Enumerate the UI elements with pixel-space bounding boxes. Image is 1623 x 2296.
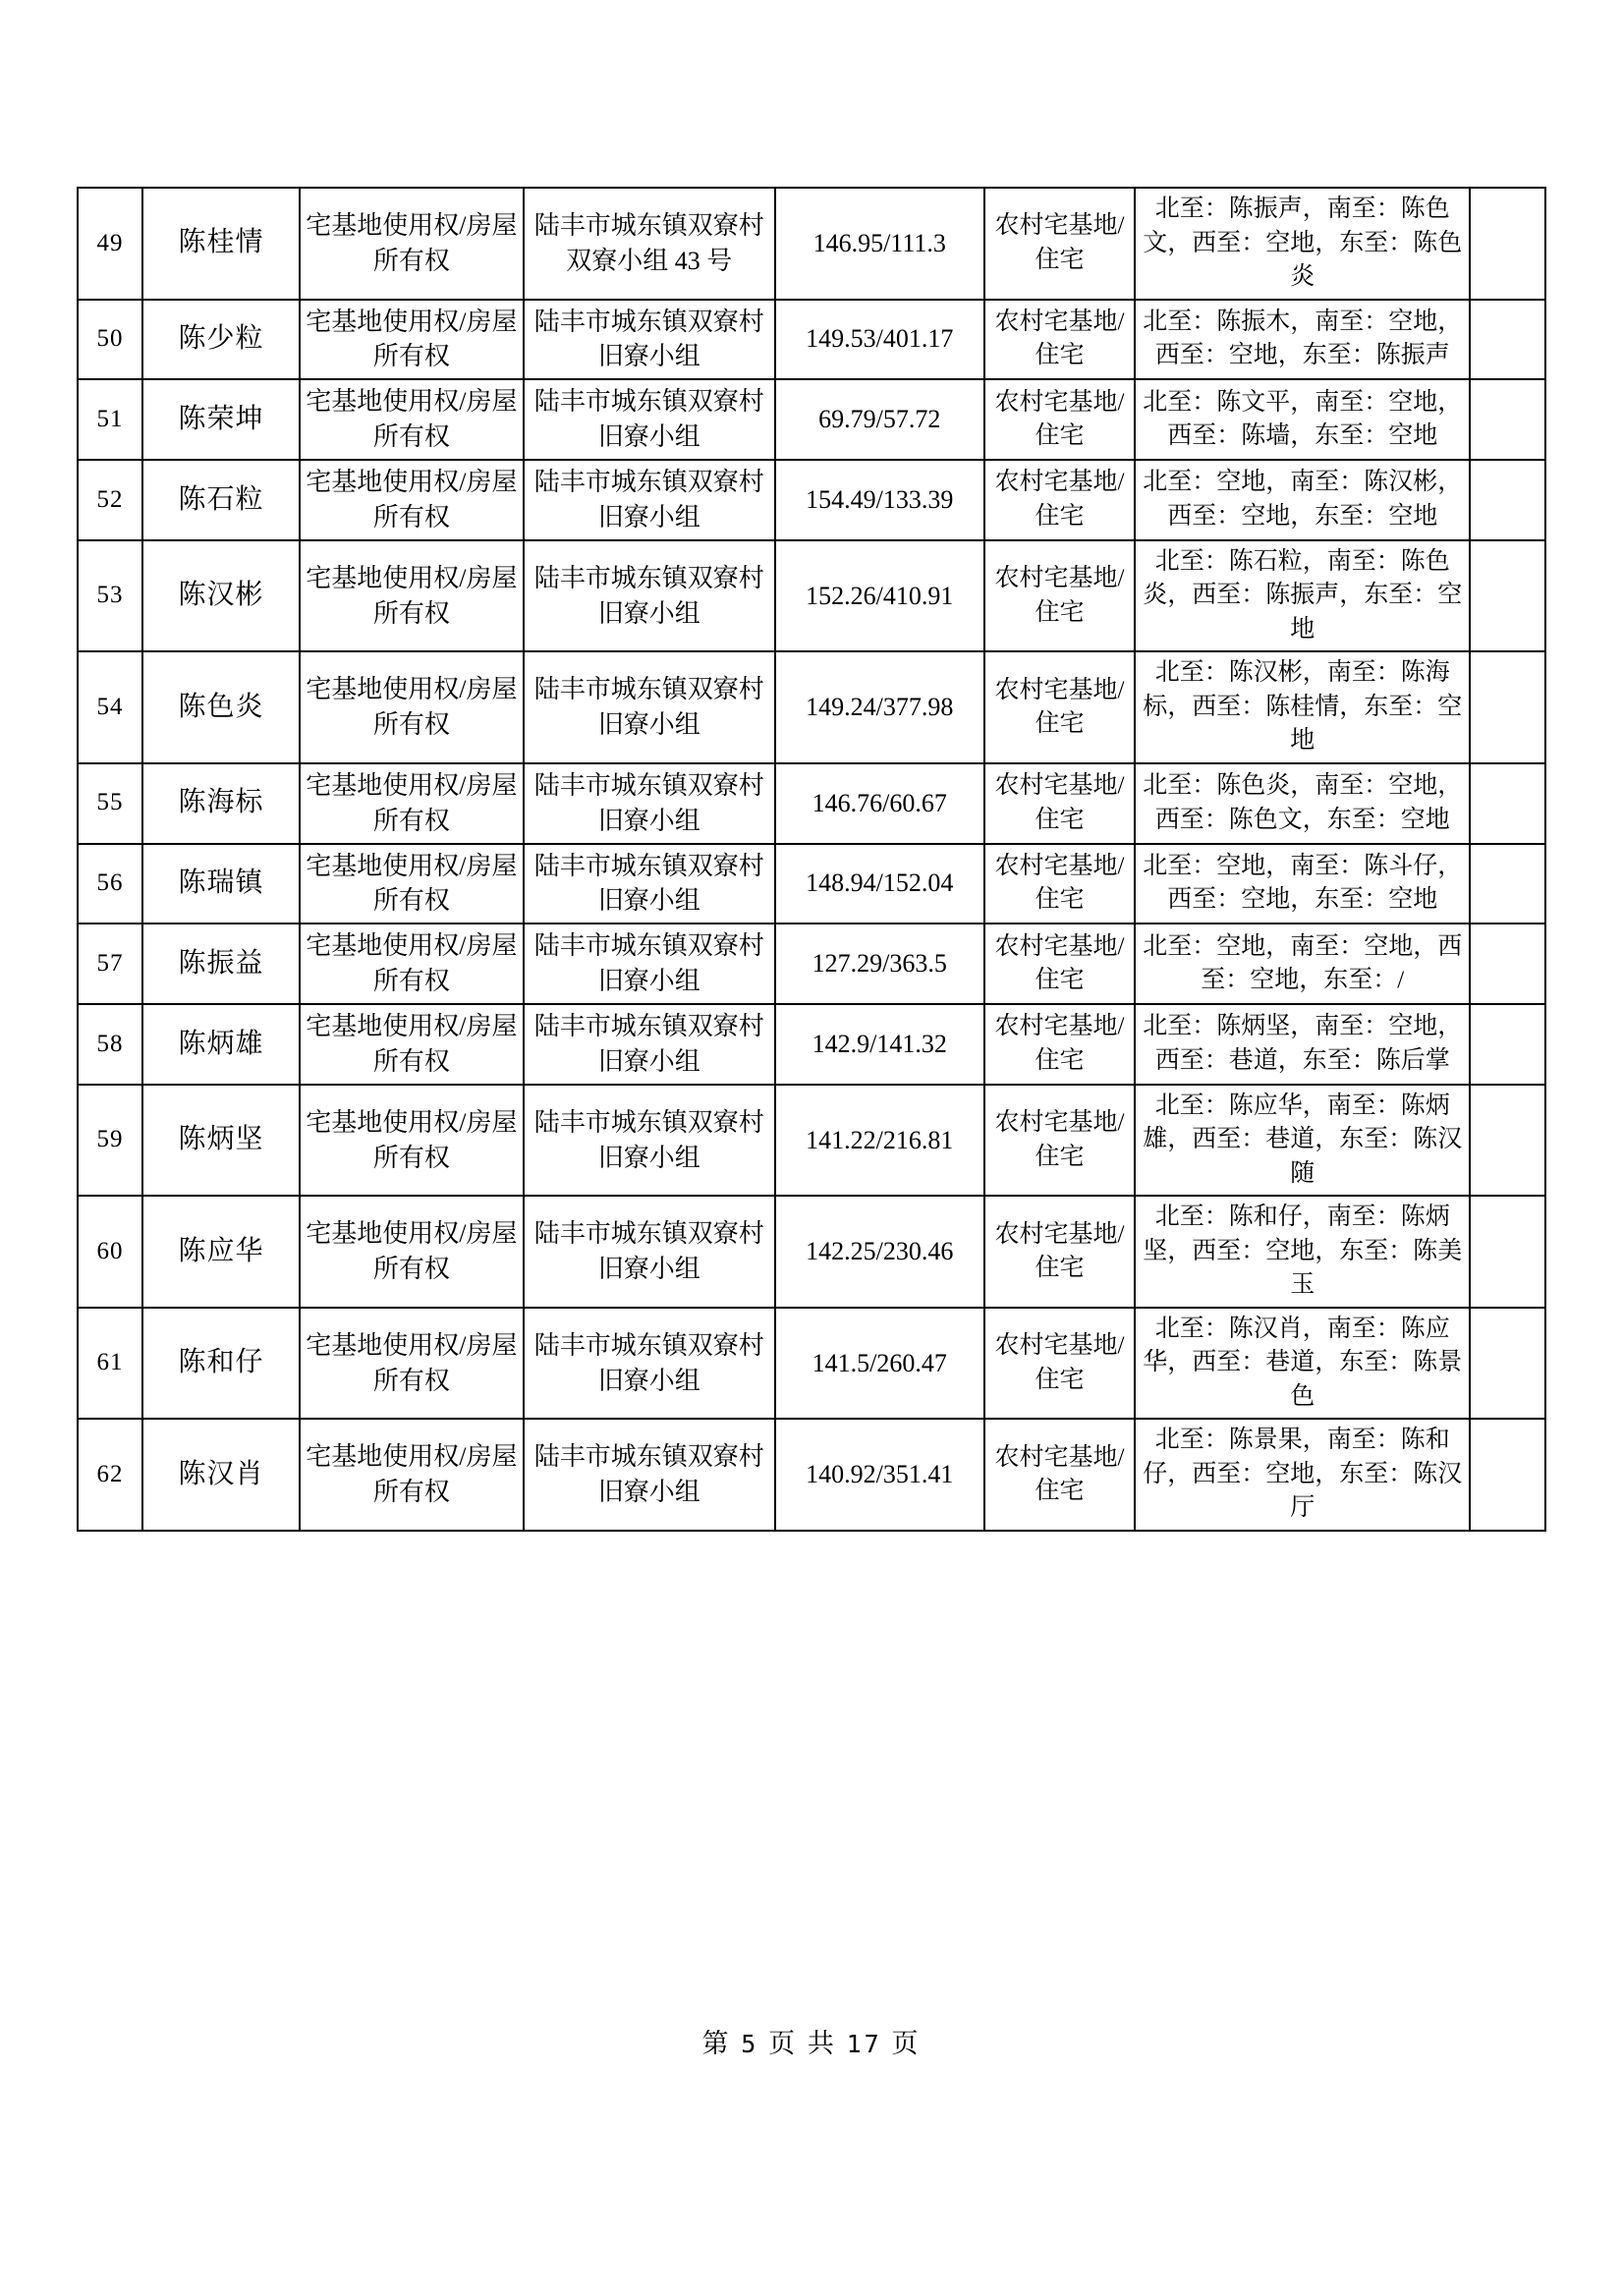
table-row	[78, 188, 1545, 300]
table-row	[78, 1196, 1545, 1308]
row-right-type: 宅基地使用权/房屋所有权	[300, 924, 524, 1004]
row-area: 127.29/363.5	[775, 924, 984, 1004]
row-boundary: 北至：空地，南至：陈斗仔，西至：空地，东至：空地	[1135, 844, 1470, 924]
row-address: 陆丰市城东镇双寮村旧寮小组	[524, 379, 775, 460]
row-serial-number: 51	[78, 379, 142, 460]
row-address: 陆丰市城东镇双寮村旧寮小组	[524, 540, 775, 652]
table-row	[78, 300, 1545, 380]
row-address: 陆丰市城东镇双寮村旧寮小组	[524, 1196, 775, 1308]
row-usage: 农村宅基地/住宅	[984, 1004, 1135, 1085]
row-address: 陆丰市城东镇双寮村旧寮小组	[524, 1085, 775, 1197]
row-remark	[1470, 1308, 1545, 1420]
row-address: 陆丰市城东镇双寮村旧寮小组	[524, 844, 775, 924]
row-area: 142.9/141.32	[775, 1004, 984, 1085]
table-row	[78, 763, 1545, 844]
row-owner-name: 陈应华	[142, 1196, 300, 1308]
table-row	[78, 924, 1545, 1004]
row-area: 140.92/351.41	[775, 1419, 984, 1531]
row-serial-number: 57	[78, 924, 142, 1004]
row-boundary: 北至：陈石粒，南至：陈色炎，西至：陈振声，东至：空地	[1135, 540, 1470, 652]
row-address: 陆丰市城东镇双寮村旧寮小组	[524, 1308, 775, 1420]
row-remark	[1470, 763, 1545, 844]
row-owner-name: 陈汉肖	[142, 1419, 300, 1531]
row-right-type: 宅基地使用权/房屋所有权	[300, 188, 524, 300]
row-area: 148.94/152.04	[775, 844, 984, 924]
table-row	[78, 1085, 1545, 1197]
row-area: 141.22/216.81	[775, 1085, 984, 1197]
row-serial-number: 53	[78, 540, 142, 652]
row-right-type: 宅基地使用权/房屋所有权	[300, 844, 524, 924]
row-serial-number: 50	[78, 300, 142, 380]
row-serial-number: 52	[78, 460, 142, 540]
row-area: 149.24/377.98	[775, 651, 984, 763]
row-right-type: 宅基地使用权/房屋所有权	[300, 651, 524, 763]
row-usage: 农村宅基地/住宅	[984, 924, 1135, 1004]
row-serial-number: 61	[78, 1308, 142, 1420]
row-address: 陆丰市城东镇双寮村旧寮小组	[524, 1419, 775, 1531]
row-owner-name: 陈振益	[142, 924, 300, 1004]
row-boundary: 北至：陈色炎，南至：空地，西至：陈色文，东至：空地	[1135, 763, 1470, 844]
registry-table-container	[77, 187, 1546, 1532]
row-boundary: 北至：空地，南至：空地，西至：空地，东至：/	[1135, 924, 1470, 1004]
footer-page-number: 5	[741, 2030, 759, 2058]
row-owner-name: 陈色炎	[142, 651, 300, 763]
table-row	[78, 651, 1545, 763]
row-right-type: 宅基地使用权/房屋所有权	[300, 540, 524, 652]
row-remark	[1470, 188, 1545, 300]
row-remark	[1470, 1004, 1545, 1085]
row-serial-number: 49	[78, 188, 142, 300]
row-owner-name: 陈海标	[142, 763, 300, 844]
footer-suffix: 页	[891, 2029, 922, 2058]
page-footer	[0, 2022, 1623, 2060]
row-address: 陆丰市城东镇双寮村旧寮小组	[524, 651, 775, 763]
row-usage: 农村宅基地/住宅	[984, 1196, 1135, 1308]
table-row	[78, 1308, 1545, 1420]
row-serial-number: 56	[78, 844, 142, 924]
row-address: 陆丰市城东镇双寮村旧寮小组	[524, 300, 775, 380]
row-boundary: 北至：空地，南至：陈汉彬，西至：空地，东至：空地	[1135, 460, 1470, 540]
row-right-type: 宅基地使用权/房屋所有权	[300, 379, 524, 460]
row-boundary: 北至：陈景果，南至：陈和仔，西至：空地，东至：陈汉厅	[1135, 1419, 1470, 1531]
row-area: 141.5/260.47	[775, 1308, 984, 1420]
table-body	[78, 188, 1545, 1531]
row-remark	[1470, 1419, 1545, 1531]
table-row	[78, 460, 1545, 540]
row-owner-name: 陈瑞镇	[142, 844, 300, 924]
row-serial-number: 55	[78, 763, 142, 844]
row-owner-name: 陈炳雄	[142, 1004, 300, 1085]
table-row	[78, 1419, 1545, 1531]
row-boundary: 北至：陈汉彬，南至：陈海标，西至：陈桂情，东至：空地	[1135, 651, 1470, 763]
row-boundary: 北至：陈和仔，南至：陈炳坚，西至：空地，东至：陈美玉	[1135, 1196, 1470, 1308]
table-row	[78, 379, 1545, 460]
row-remark	[1470, 540, 1545, 652]
row-area: 69.79/57.72	[775, 379, 984, 460]
row-owner-name: 陈桂情	[142, 188, 300, 300]
row-owner-name: 陈少粒	[142, 300, 300, 380]
row-boundary: 北至：陈文平，南至：空地，西至：陈墙，东至：空地	[1135, 379, 1470, 460]
registry-table	[77, 187, 1546, 1532]
row-right-type: 宅基地使用权/房屋所有权	[300, 763, 524, 844]
footer-total-pages: 17	[846, 2030, 882, 2058]
row-usage: 农村宅基地/住宅	[984, 844, 1135, 924]
footer-prefix: 第	[701, 2029, 732, 2058]
row-serial-number: 59	[78, 1085, 142, 1197]
row-usage: 农村宅基地/住宅	[984, 460, 1135, 540]
row-right-type: 宅基地使用权/房屋所有权	[300, 1004, 524, 1085]
footer-middle: 页 共	[768, 2029, 837, 2058]
row-remark	[1470, 1196, 1545, 1308]
row-remark	[1470, 651, 1545, 763]
row-remark	[1470, 844, 1545, 924]
row-address: 陆丰市城东镇双寮村旧寮小组	[524, 763, 775, 844]
row-serial-number: 62	[78, 1419, 142, 1531]
row-owner-name: 陈汉彬	[142, 540, 300, 652]
row-owner-name: 陈炳坚	[142, 1085, 300, 1197]
row-remark	[1470, 924, 1545, 1004]
row-usage: 农村宅基地/住宅	[984, 188, 1135, 300]
row-boundary: 北至：陈应华，南至：陈炳雄，西至：巷道，东至：陈汉随	[1135, 1085, 1470, 1197]
row-owner-name: 陈荣坤	[142, 379, 300, 460]
table-row	[78, 844, 1545, 924]
row-usage: 农村宅基地/住宅	[984, 1308, 1135, 1420]
table-row	[78, 540, 1545, 652]
row-serial-number: 58	[78, 1004, 142, 1085]
row-remark	[1470, 379, 1545, 460]
row-usage: 农村宅基地/住宅	[984, 379, 1135, 460]
row-serial-number: 54	[78, 651, 142, 763]
row-boundary: 北至：陈炳坚，南至：空地，西至：巷道，东至：陈后掌	[1135, 1004, 1470, 1085]
row-remark	[1470, 1085, 1545, 1197]
row-area: 149.53/401.17	[775, 300, 984, 380]
row-usage: 农村宅基地/住宅	[984, 1419, 1135, 1531]
row-right-type: 宅基地使用权/房屋所有权	[300, 1308, 524, 1420]
row-area: 152.26/410.91	[775, 540, 984, 652]
row-usage: 农村宅基地/住宅	[984, 540, 1135, 652]
row-right-type: 宅基地使用权/房屋所有权	[300, 300, 524, 380]
row-right-type: 宅基地使用权/房屋所有权	[300, 460, 524, 540]
row-area: 154.49/133.39	[775, 460, 984, 540]
row-area: 142.25/230.46	[775, 1196, 984, 1308]
row-address: 陆丰市城东镇双寮村双寮小组 43 号	[524, 188, 775, 300]
row-owner-name: 陈和仔	[142, 1308, 300, 1420]
row-remark	[1470, 460, 1545, 540]
row-serial-number: 60	[78, 1196, 142, 1308]
row-right-type: 宅基地使用权/房屋所有权	[300, 1419, 524, 1531]
row-owner-name: 陈石粒	[142, 460, 300, 540]
row-address: 陆丰市城东镇双寮村旧寮小组	[524, 1004, 775, 1085]
row-usage: 农村宅基地/住宅	[984, 651, 1135, 763]
row-area: 146.76/60.67	[775, 763, 984, 844]
row-boundary: 北至：陈汉肖，南至：陈应华，西至：巷道，东至：陈景色	[1135, 1308, 1470, 1420]
table-row	[78, 1004, 1545, 1085]
row-boundary: 北至：陈振声，南至：陈色文，西至：空地，东至：陈色炎	[1135, 188, 1470, 300]
row-remark	[1470, 300, 1545, 380]
row-boundary: 北至：陈振木，南至：空地，西至：空地，东至：陈振声	[1135, 300, 1470, 380]
row-address: 陆丰市城东镇双寮村旧寮小组	[524, 460, 775, 540]
row-right-type: 宅基地使用权/房屋所有权	[300, 1196, 524, 1308]
row-area: 146.95/111.3	[775, 188, 984, 300]
row-usage: 农村宅基地/住宅	[984, 763, 1135, 844]
row-usage: 农村宅基地/住宅	[984, 300, 1135, 380]
row-usage: 农村宅基地/住宅	[984, 1085, 1135, 1197]
row-right-type: 宅基地使用权/房屋所有权	[300, 1085, 524, 1197]
row-address: 陆丰市城东镇双寮村旧寮小组	[524, 924, 775, 1004]
